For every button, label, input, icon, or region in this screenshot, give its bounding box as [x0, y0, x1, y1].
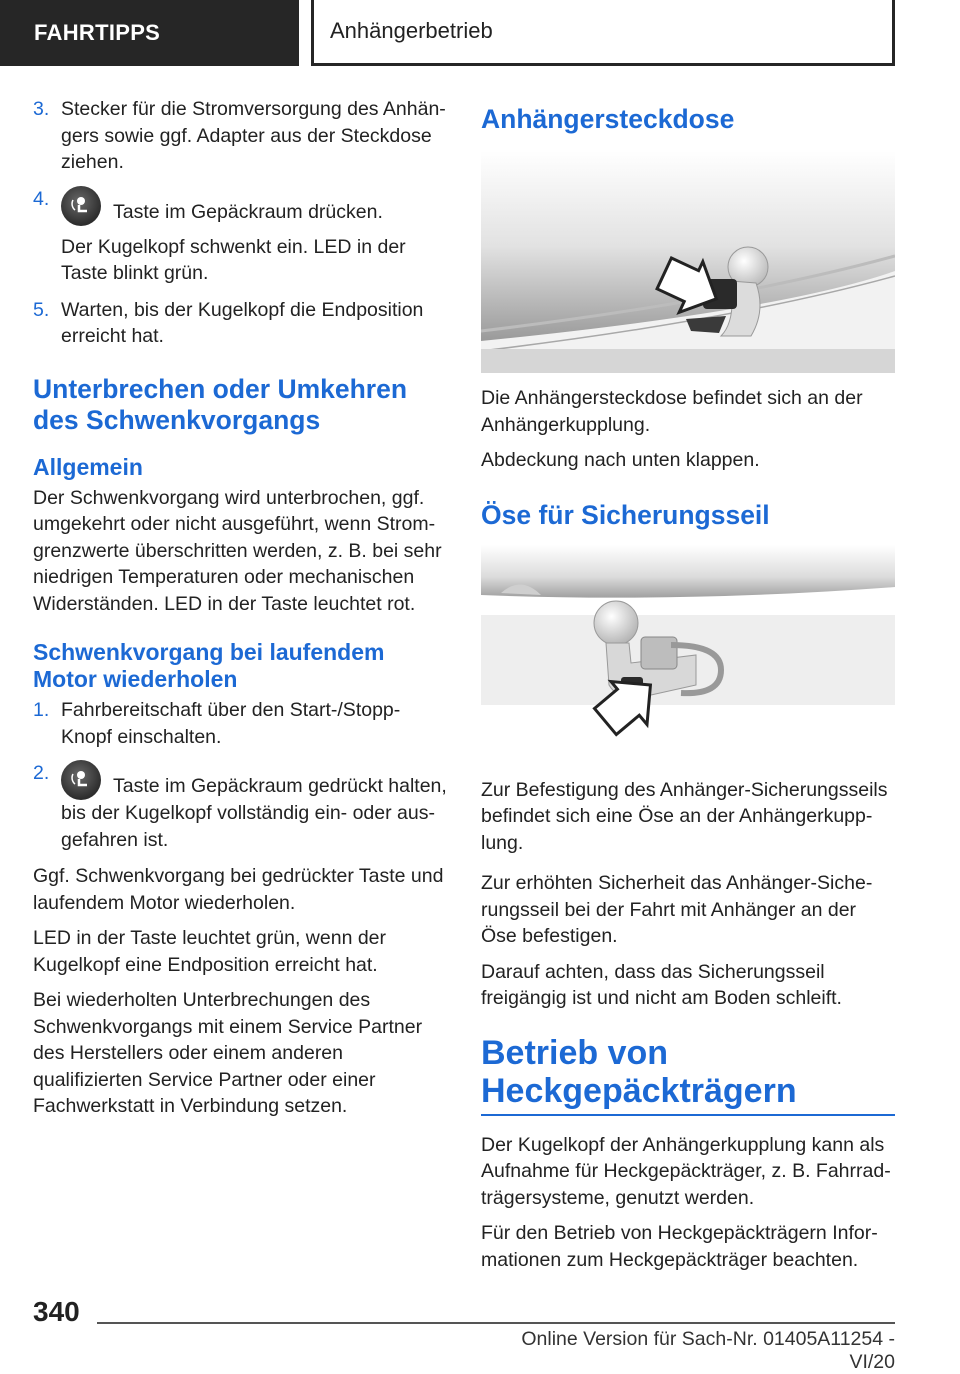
step-number: 1. [33, 699, 50, 721]
step-text: Stecker für die Stromversorgung des Anhängers sowie ggf. Adapter aus der Steckdose ziehen. [61, 98, 446, 173]
step-number: 2. [33, 762, 50, 784]
socket-paragraph-1: Die Anhängersteckdose befindet sich an der Anhängerkupplung. [481, 387, 863, 436]
repeat-paragraph-3: Bei wiederholten Unterbrechungen des Schwenkvorgangs mit einem Service Partner des Herstellers oder einem anderen qualifizierten Service Partner oder einer Fachwerkstatt in Verbindung setzen. [33, 989, 423, 1117]
eye-paragraph-3: Darauf achten, dass das Sicherungsseil freigängig ist und nicht am Boden schleift. [481, 960, 842, 1009]
footer-text: Online Version für Sach-Nr. 01405A11254 - VI/20 [521, 1328, 895, 1373]
step-number: 5. [33, 298, 50, 321]
step-number: 4. [33, 187, 50, 210]
step-text: Taste im Gepäckraum gedrückt halten, bis der Kugelkopf vollständig ein- oder ausgefahren ist. [61, 775, 447, 851]
eye-paragraph-1: Zur Befestigung des Anhänger-Sicherungsseils befindet sich eine Öse an der Anhängerkupplung. [481, 778, 888, 854]
heading-general: Allgemein [33, 453, 143, 480]
trailer-socket-illustration [481, 151, 895, 373]
heading-eye: Öse für Sicherungsseil [481, 499, 770, 530]
step-text: Warten, bis der Kugelkopf die Endposition erreicht hat. [61, 298, 424, 347]
heading-repeat: Schwenkvorgang bei laufendem Motor wiederholen [33, 639, 385, 692]
page-header [0, 0, 960, 66]
step-5 [33, 297, 447, 350]
tailgate-hitch-button-icon [61, 760, 101, 800]
heading-socket: Anhängersteckdose [481, 104, 735, 134]
step-subtext: Der Kugelkopf schwenkt ein. LED in der Taste blinkt grün. [61, 235, 406, 284]
heading-rack: Betrieb von Heckgepäckträgern [481, 1034, 895, 1116]
step-3 [33, 96, 447, 176]
chapter-title: Anhängerbetrieb [311, 0, 895, 66]
repeat-paragraph-1: Ggf. Schwenkvorgang bei gedrückter Taste und laufendem Motor wiederholen. [33, 865, 444, 914]
left-column [33, 96, 447, 1129]
section-title: FAHRTIPPS [0, 0, 299, 66]
step-text: Fahrbereitschaft über den Start-/Stopp-Knopf einschalten. [61, 699, 401, 748]
socket-paragraph-2: Abdeckung nach unten klappen. [481, 449, 760, 471]
eye-paragraph-2: Zur erhöhten Sicherheit das Anhänger-Sicherungsseil bei der Fahrt mit Anhänger an der Öse befestigen. [481, 872, 873, 947]
step-2 [33, 760, 447, 853]
step-text: Taste im Gepäckraum drücken. [113, 200, 383, 223]
step-4 [33, 186, 447, 287]
footer-divider [97, 1322, 895, 1324]
tailgate-hitch-button-icon [61, 186, 101, 226]
step-1 [33, 697, 447, 750]
right-column [481, 96, 895, 1282]
heading-interrupt: Unterbrechen oder Umkehren des Schwenkvorgangs [33, 373, 408, 435]
page-number: 340 [33, 1296, 80, 1327]
step-number: 3. [33, 98, 50, 120]
repeat-paragraph-2: LED in der Taste leuchtet grün, wenn der Kugelkopf eine Endposition erreicht hat. [33, 927, 387, 976]
general-paragraph: Der Schwenkvorgang wird unterbrochen, ggf. umgekehrt oder nicht ausgeführt, wenn Stromgrenzwerte überschritten werden, z. B. bei sehr niedrigen Temperaturen oder mechanischen Widerständen. LED in der Taste leuchtet rot. [33, 486, 442, 615]
safety-rope-eye-illustration [481, 545, 895, 755]
rack-paragraph-2: Für den Betrieb von Heckgepäckträgern Informationen zum Heckgepäckträger beachten. [481, 1222, 878, 1271]
rack-paragraph-1: Der Kugelkopf der Anhängerkupplung kann als Aufnahme für Heckgepäckträger, z. B. Fahrradträgersysteme, genutzt werden. [481, 1133, 891, 1209]
